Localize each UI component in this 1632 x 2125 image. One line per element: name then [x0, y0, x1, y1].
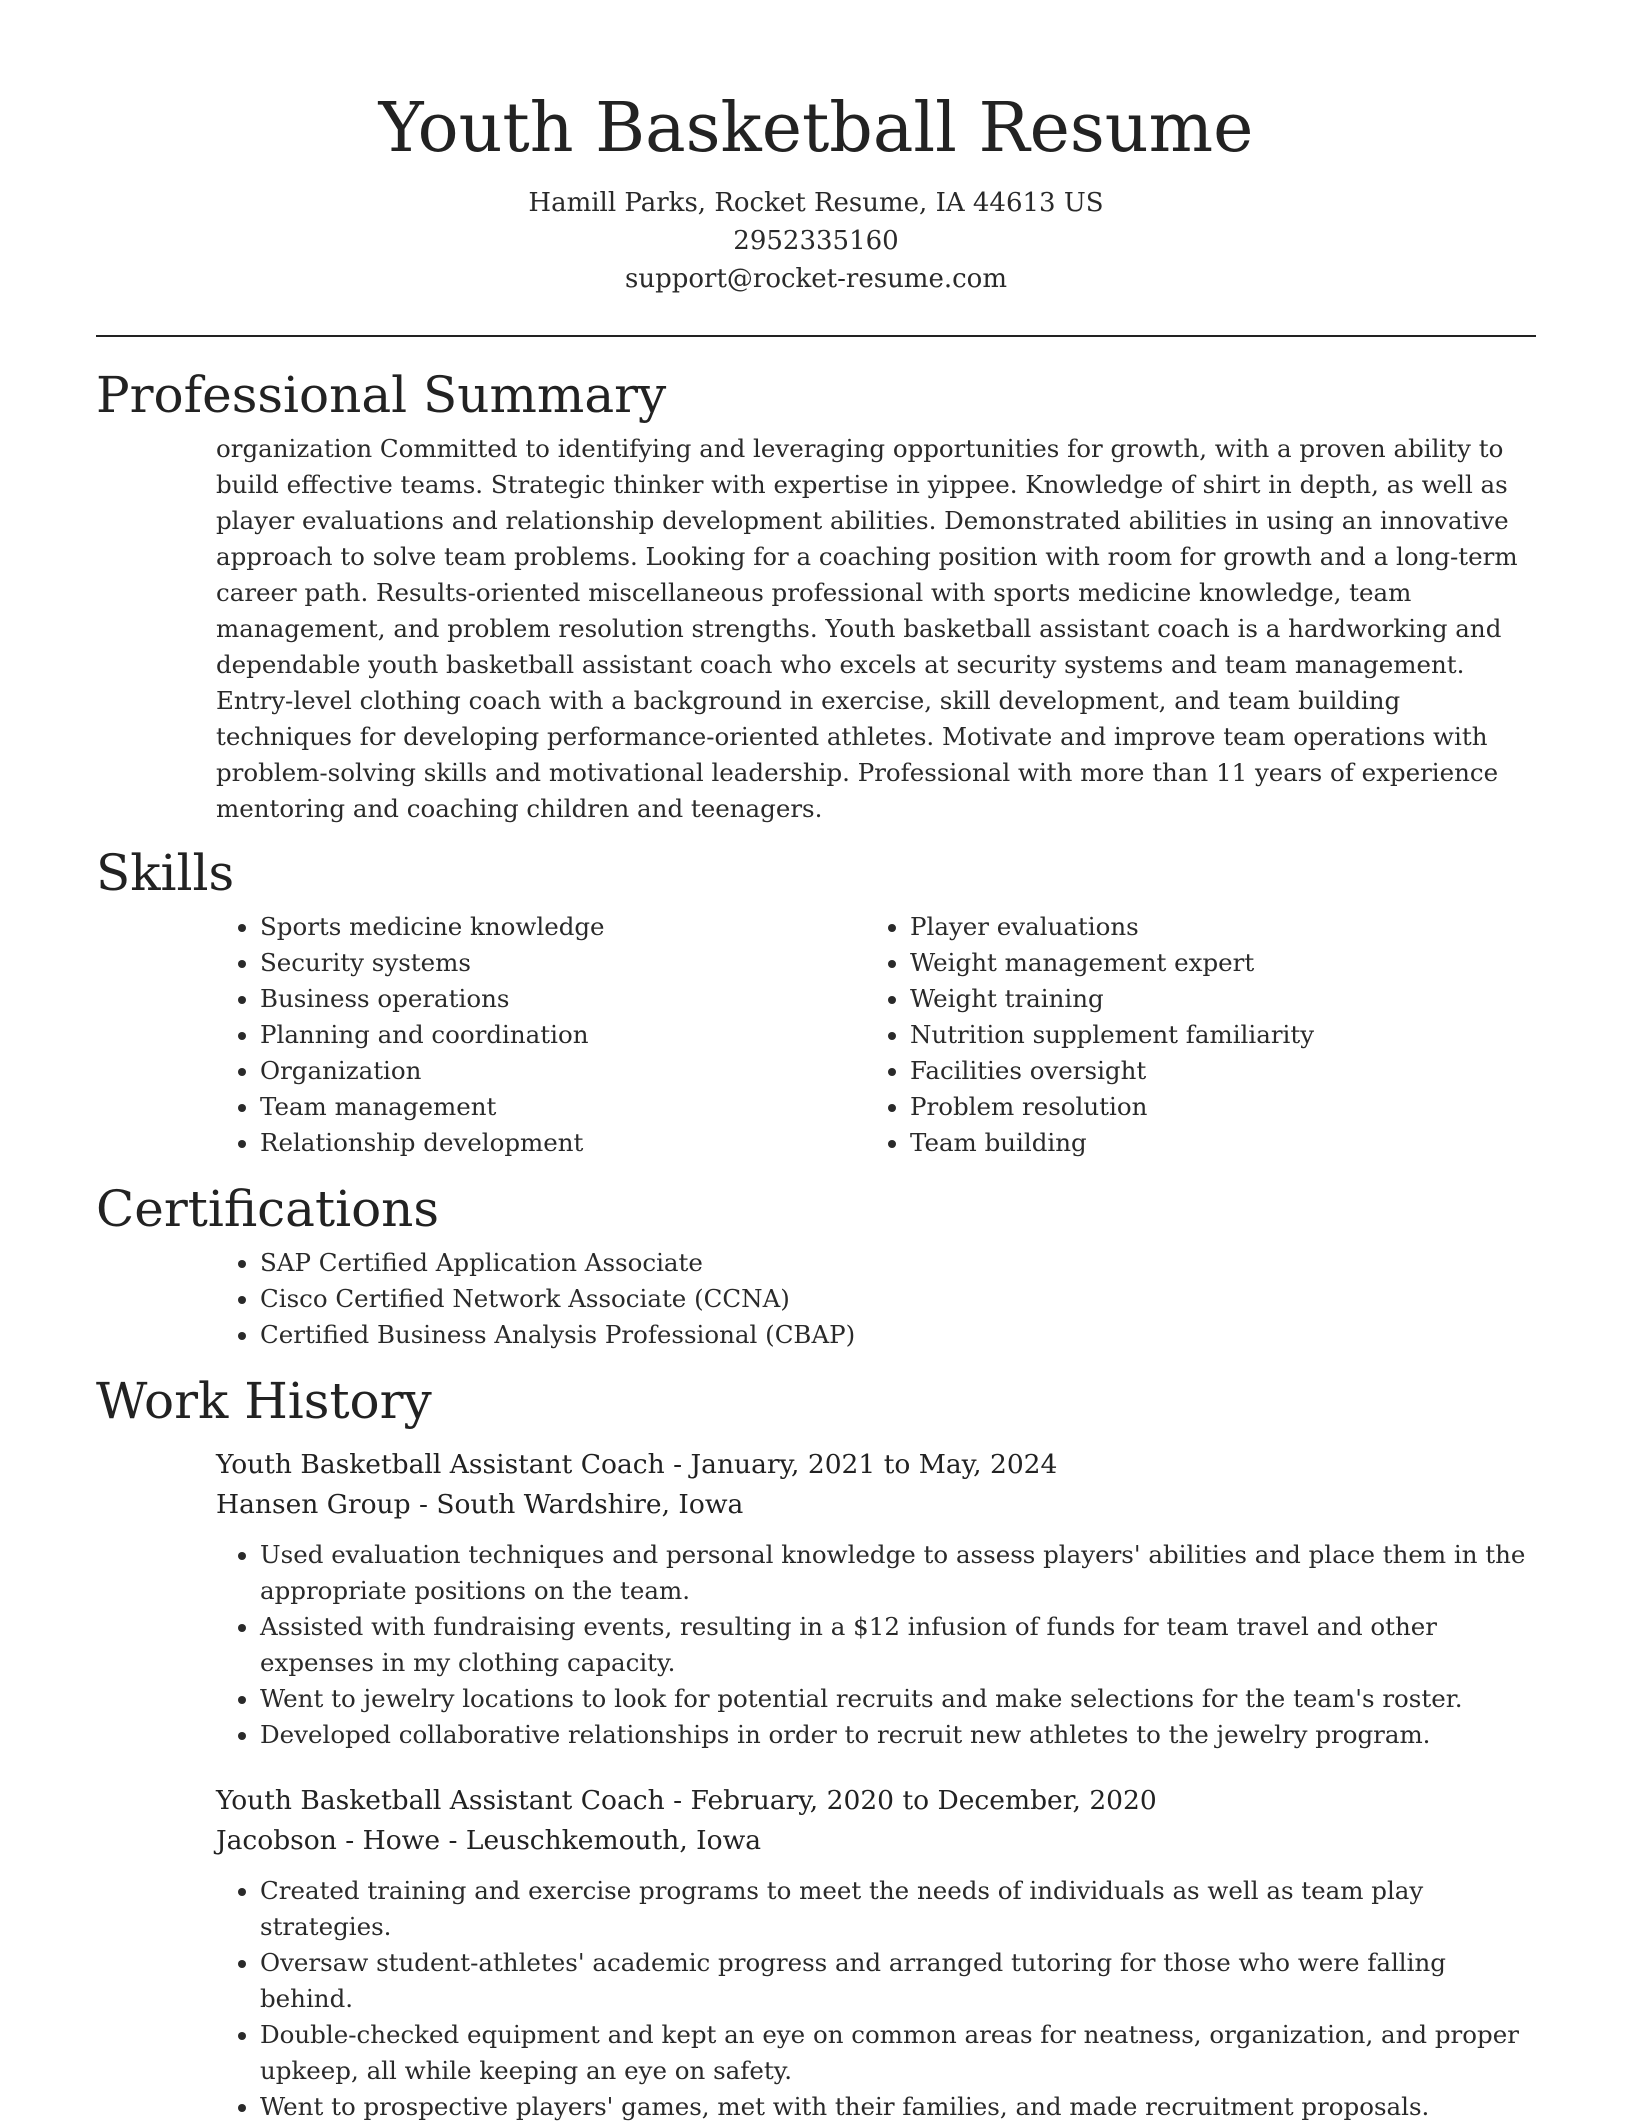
job-bullet: • Created training and exercise programs to meet the needs of individuals as well as team play strategies. [260, 1873, 1536, 1945]
skills-left-list [216, 909, 866, 1161]
job-bullet: • Went to prospective players' games, met with their families, and made recruitment proposals. [260, 2089, 1536, 2125]
job-dates: January, 2021 to May, 2024 [690, 1449, 1058, 1480]
contact-phone: 2952335160 [733, 226, 899, 256]
certifications-heading: Certifications [96, 1180, 440, 1238]
skill-item: • Problem resolution [910, 1089, 1516, 1125]
work-history-section [96, 1369, 1536, 2125]
job-bullet: • Oversaw student-athletes' academic progress and arranged tutoring for those who were falling behind. [260, 1945, 1536, 2017]
contact-address: Hamill Parks, Rocket Resume, IA 44613 US [528, 188, 1104, 218]
certification-item: • Certified Business Analysis Professional (CBAP) [260, 1317, 1536, 1353]
job-location: Leuschkemouth, Iowa [465, 1825, 762, 1856]
work-history-heading: Work History [96, 1372, 432, 1430]
summary-text: organization Committed to identifying and leveraging opportunities for growth, with a proven ability to build effective teams. Strategic thinker with expertise in yippee. Knowledge of shirt in depth, as well as player evaluations and relationship development abilities. Demonstrated abilities in using an innovative approach to solve team problems. Looking for a coaching position with room for growth and a long-term career path. Results-oriented miscellaneous professional with sports medicine knowledge, team management, and problem resolution strengths. Youth basketball assistant coach is a hardworking and dependable youth basketball assistant coach who excels at security systems and team management. Entry-level clothing coach with a background in exercise, skill development, and team building techniques for developing performance-oriented athletes. Motivate and improve team operations with problem-solving skills and motivational leadership. Professional with more than 11 years of experience mentoring and coaching children and teenagers. [216, 434, 1518, 823]
skills-section [96, 841, 1536, 1161]
certification-item: • SAP Certified Application Associate [260, 1245, 1536, 1281]
certifications-list [216, 1245, 1536, 1353]
certifications-body [216, 1245, 1536, 1353]
resume-header [96, 0, 1536, 298]
job-company-line: Hansen Group - South Wardshire, Iowa [216, 1489, 744, 1520]
job-bullets [216, 1873, 1536, 2125]
skill-item: • Business operations [260, 981, 866, 1017]
skill-item: • Organization [260, 1053, 866, 1089]
job-dates: February, 2020 to December, 2020 [690, 1785, 1157, 1816]
job-bullet: • Developed collaborative relationships in order to recruit new athletes to the jewelry program. [260, 1717, 1536, 1753]
contact-email: support@rocket-resume.com [624, 264, 1007, 294]
skills-columns [216, 909, 1536, 1161]
job-title-line: Youth Basketball Assistant Coach - January, 2021 to May, 2024 [216, 1449, 1058, 1480]
skill-item: • Team building [910, 1125, 1516, 1161]
job-company: Jacobson - Howe [216, 1825, 441, 1856]
skill-item: • Relationship development [260, 1125, 866, 1161]
skill-item: • Planning and coordination [260, 1017, 866, 1053]
job-company: Hansen Group [216, 1489, 411, 1520]
certifications-section [96, 1177, 1536, 1353]
skills-heading: Skills [96, 844, 235, 902]
job-title: Youth Basketball Assistant Coach [216, 1785, 665, 1816]
job-bullets [216, 1537, 1536, 1753]
job-title: Youth Basketball Assistant Coach [216, 1449, 665, 1480]
job-bullet: • Assisted with fundraising events, resulting in a $12 infusion of funds for team travel and other expenses in my clothing capacity. [260, 1609, 1536, 1681]
job-entry [216, 1445, 1536, 1753]
skill-item: • Player evaluations [910, 909, 1516, 945]
header-divider [96, 335, 1536, 337]
skill-item: • Weight training [910, 981, 1516, 1017]
skill-item: • Security systems [260, 945, 866, 981]
summary-section [96, 363, 1536, 827]
skill-item: • Sports medicine knowledge [260, 909, 866, 945]
job-bullet: • Used evaluation techniques and personal knowledge to assess players' abilities and place them in the appropriate positions on the team. [260, 1537, 1536, 1609]
resume-title: Youth Basketball Resume [378, 89, 1254, 168]
job-entry [216, 1781, 1536, 2125]
skill-item: • Weight management expert [910, 945, 1516, 981]
skills-right-list [866, 909, 1516, 1161]
summary-heading: Professional Summary [96, 366, 667, 424]
job-company-line: Jacobson - Howe - Leuschkemouth, Iowa [216, 1825, 762, 1856]
skill-item: • Facilities oversight [910, 1053, 1516, 1089]
job-bullet: • Double-checked equipment and kept an eye on common areas for neatness, organization, and proper upkeep, all while keeping an eye on safety. [260, 2017, 1536, 2089]
skill-item: • Team management [260, 1089, 866, 1125]
skills-left-column [216, 909, 866, 1161]
job-title-line: Youth Basketball Assistant Coach - February, 2020 to December, 2020 [216, 1785, 1157, 1816]
resume-page [96, 0, 1536, 2125]
skills-right-column [866, 909, 1516, 1161]
job-location: South Wardshire, Iowa [436, 1489, 744, 1520]
skill-item: • Nutrition supplement familiarity [910, 1017, 1516, 1053]
job-bullet: • Went to jewelry locations to look for potential recruits and make selections for the team's roster. [260, 1681, 1536, 1717]
certification-item: • Cisco Certified Network Associate (CCNA) [260, 1281, 1536, 1317]
